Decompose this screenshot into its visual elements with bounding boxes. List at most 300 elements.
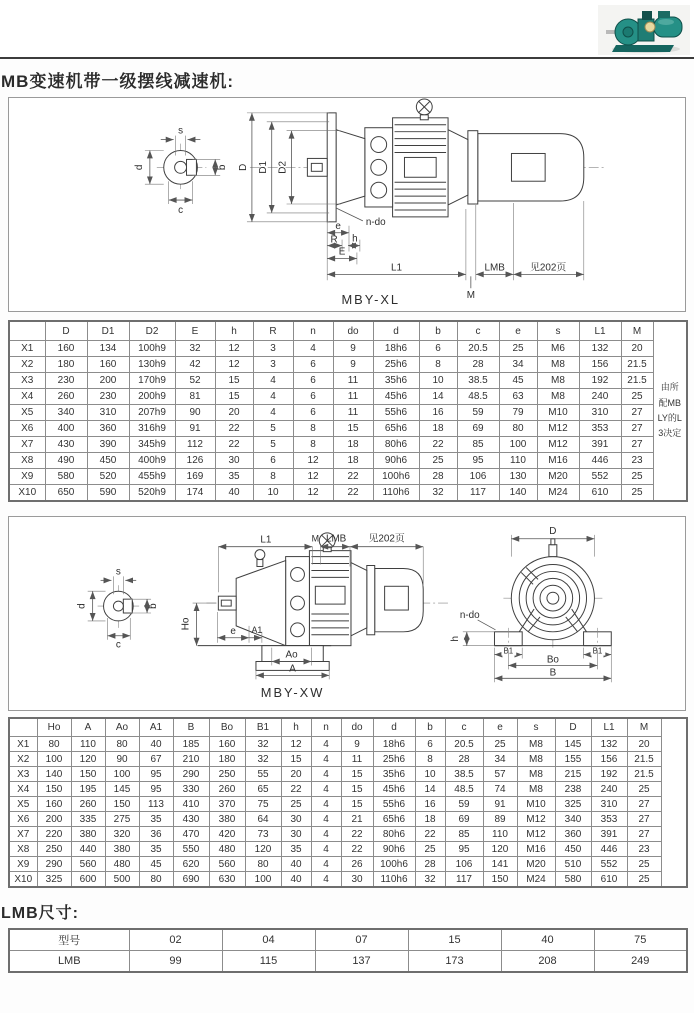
cell: 3 (253, 341, 293, 357)
cell: 340 (45, 405, 87, 421)
cell: 120 (483, 842, 517, 857)
col-header: Ao (105, 718, 139, 737)
dim-label-d: d (133, 164, 145, 171)
cell: 120 (245, 842, 281, 857)
cell: 391 (579, 437, 621, 453)
cell: 35 (139, 842, 173, 857)
dim-label-L1: L1 (260, 534, 272, 546)
cell: 35h6 (373, 767, 415, 782)
cell: 200 (37, 812, 71, 827)
cell: 4 (311, 857, 341, 872)
cell: 160 (37, 797, 71, 812)
cell: 550 (173, 842, 209, 857)
row-label: X6 (9, 421, 45, 437)
cell: 15 (408, 929, 501, 951)
cell: 335 (71, 812, 105, 827)
cell: 25h6 (373, 357, 419, 373)
cell: 25 (621, 469, 653, 485)
cell: 410 (173, 797, 209, 812)
cell: 23 (627, 842, 661, 857)
cell: 95 (445, 842, 483, 857)
cell: 25 (621, 389, 653, 405)
row-label: X4 (9, 782, 37, 797)
col-header (9, 321, 45, 341)
cell: M24 (537, 485, 579, 502)
header-row (9, 718, 687, 737)
cell: 36 (139, 827, 173, 842)
cell: 99 (129, 951, 222, 973)
dim-label-D2: D2 (277, 161, 289, 174)
cell: 200h9 (129, 389, 175, 405)
cell: 45 (499, 373, 537, 389)
cell: 91 (175, 421, 215, 437)
cell: 16 (415, 797, 445, 812)
cell: 79 (499, 405, 537, 421)
row-label: X2 (9, 357, 45, 373)
dim-label-LMB: LMB (484, 262, 505, 274)
cell: 25 (499, 341, 537, 357)
cell: 330 (173, 782, 209, 797)
cell: 27 (621, 437, 653, 453)
cell: M6 (537, 341, 579, 357)
cell: 20 (281, 767, 311, 782)
row-label: 型号 (9, 929, 129, 951)
cell: 160 (87, 357, 129, 373)
cell: 310 (579, 405, 621, 421)
cell: 200 (87, 373, 129, 389)
cell: 610 (591, 872, 627, 888)
cell: 353 (579, 421, 621, 437)
cell: 552 (579, 469, 621, 485)
cell: 25 (419, 453, 457, 469)
row-label: X7 (9, 827, 37, 842)
cell: 55h6 (373, 405, 419, 421)
cell: 4 (311, 812, 341, 827)
lmb-heading: LMB尺寸: (1, 905, 79, 922)
assembly-view (250, 99, 607, 222)
shaft-section-view (134, 126, 228, 216)
cell: 27 (621, 421, 653, 437)
cell: 446 (579, 453, 621, 469)
row-label: X5 (9, 405, 45, 421)
diagram-mby-xw (8, 516, 686, 711)
cell: 15 (281, 752, 311, 767)
cell: 316h9 (129, 421, 175, 437)
cell: 85 (457, 437, 499, 453)
col-header: Ho (37, 718, 71, 737)
cell: 80 (499, 421, 537, 437)
cell: M12 (537, 437, 579, 453)
cell: 55 (245, 767, 281, 782)
cell: 21.5 (621, 373, 653, 389)
cell: 91 (483, 797, 517, 812)
cell: 65h6 (373, 421, 419, 437)
cell: M20 (517, 857, 555, 872)
col-header: E (175, 321, 215, 341)
dim-label-e: e (335, 220, 341, 232)
cell: 22 (215, 421, 253, 437)
cell: 6 (253, 453, 293, 469)
cell: 380 (71, 827, 105, 842)
cell: 32 (419, 485, 457, 502)
cell: 20 (627, 737, 661, 752)
cell: 400h9 (129, 453, 175, 469)
cell: 15 (215, 389, 253, 405)
cell: 35 (281, 842, 311, 857)
cell: 110 (71, 737, 105, 752)
cell: 22 (281, 782, 311, 797)
cell: 32 (175, 341, 215, 357)
cell: 3 (253, 357, 293, 373)
side-view (198, 533, 448, 671)
cell: 26 (341, 857, 373, 872)
header-row (9, 321, 687, 341)
cell: 192 (591, 767, 627, 782)
cell: 391 (591, 827, 627, 842)
dim-label-b: b (217, 164, 229, 171)
cell: 117 (457, 485, 499, 502)
cell: 215 (555, 767, 591, 782)
cell: 35h6 (373, 373, 419, 389)
row-label: X6 (9, 812, 37, 827)
cell: 150 (105, 797, 139, 812)
row-label: X1 (9, 341, 45, 357)
dim-label-n-do: n-do (365, 216, 386, 228)
cell: 145 (555, 737, 591, 752)
cell: M12 (517, 827, 555, 842)
cell: 69 (457, 421, 499, 437)
cell: 73 (245, 827, 281, 842)
cell: 25 (627, 782, 661, 797)
cell: 48.5 (445, 782, 483, 797)
cell: 4 (311, 752, 341, 767)
cell: 35 (215, 469, 253, 485)
col-header: M (621, 321, 653, 341)
cell: 160 (45, 341, 87, 357)
cell: 4 (311, 797, 341, 812)
cell: 260 (45, 389, 87, 405)
diagram-caption: MBY-XL (341, 292, 401, 308)
cell: 500 (105, 872, 139, 888)
cell: 192 (579, 373, 621, 389)
cell: M16 (517, 842, 555, 857)
row-label: X10 (9, 485, 45, 502)
cell: 18h6 (373, 737, 415, 752)
dim-label-A: A (289, 663, 296, 675)
col-header: b (415, 718, 445, 737)
cell: 18 (415, 812, 445, 827)
dim-label-Ho: Ho (180, 617, 192, 631)
dim-label-B: B (549, 667, 557, 679)
cell: M8 (537, 389, 579, 405)
cell: 02 (129, 929, 222, 951)
cell: 30 (281, 827, 311, 842)
cell: 100 (245, 872, 281, 888)
shaft-section-view (77, 566, 159, 650)
cell: 12 (293, 453, 333, 469)
cell: 9 (341, 737, 373, 752)
col-header: e (499, 321, 537, 341)
table-row (9, 767, 687, 782)
cell: 27 (627, 827, 661, 842)
cell: 45h6 (373, 389, 419, 405)
cell: 110h6 (373, 485, 419, 502)
cell: M8 (537, 373, 579, 389)
cell: 10 (419, 373, 457, 389)
cell: 4 (293, 341, 333, 357)
col-header: h (215, 321, 253, 341)
cell: 380 (209, 812, 245, 827)
cell: 57 (483, 767, 517, 782)
cell: 8 (293, 437, 333, 453)
col-header: s (517, 718, 555, 737)
cell: 18h6 (373, 341, 419, 357)
cell: 04 (222, 929, 315, 951)
cell: 4 (311, 842, 341, 857)
cell: 430 (45, 437, 87, 453)
cell: 126 (175, 453, 215, 469)
cell: 27 (627, 812, 661, 827)
cell: 59 (457, 405, 499, 421)
cell: 4 (311, 767, 341, 782)
table-note: 由所配MBLY的L3决定 (653, 321, 687, 501)
cell: 6 (293, 357, 333, 373)
cell: 90h6 (373, 453, 419, 469)
cell: 5 (253, 421, 293, 437)
dim-label-E: E (338, 246, 346, 258)
cell: 80 (139, 872, 173, 888)
cell: 28 (419, 469, 457, 485)
cell: 600 (71, 872, 105, 888)
cell: 353 (591, 812, 627, 827)
cell: 6 (419, 341, 457, 357)
dim-label-M: M (311, 533, 320, 544)
cell: 15 (341, 767, 373, 782)
table-row (9, 341, 687, 357)
cell: 174 (175, 485, 215, 502)
cell: 208 (501, 951, 594, 973)
cell: 155 (555, 752, 591, 767)
cell: 64 (245, 812, 281, 827)
row-label: X1 (9, 737, 37, 752)
cell: 95 (139, 767, 173, 782)
cell: 580 (555, 872, 591, 888)
cell: 100 (37, 752, 71, 767)
cell: 4 (253, 405, 293, 421)
cell: 150 (37, 782, 71, 797)
cell: 52 (175, 373, 215, 389)
cell: 74 (483, 782, 517, 797)
cell: 220 (37, 827, 71, 842)
cell: 28 (457, 357, 499, 373)
cell: 95 (457, 453, 499, 469)
table-row (9, 469, 687, 485)
col-header: h (281, 718, 311, 737)
cell: 650 (45, 485, 87, 502)
table-row (9, 842, 687, 857)
cell: 180 (209, 752, 245, 767)
col-header: B (173, 718, 209, 737)
cell: 63 (499, 389, 537, 405)
cell: 14 (419, 389, 457, 405)
row-label: X10 (9, 872, 37, 888)
cell: 117 (445, 872, 483, 888)
row-label: X9 (9, 469, 45, 485)
cell: M12 (517, 812, 555, 827)
cell: 275 (105, 812, 139, 827)
cell: 360 (555, 827, 591, 842)
cell: 150 (71, 767, 105, 782)
cell: 80 (245, 857, 281, 872)
cell: 25 (483, 737, 517, 752)
cell: M10 (537, 405, 579, 421)
col-header: D1 (87, 321, 129, 341)
cell: 480 (209, 842, 245, 857)
cell: 42 (175, 357, 215, 373)
lmb-model-row (9, 929, 687, 951)
cell: 450 (87, 453, 129, 469)
col-header: A1 (139, 718, 173, 737)
dim-label-B1-left: B1 (503, 646, 514, 656)
cell: 137 (315, 951, 408, 973)
cell: 480 (105, 857, 139, 872)
col-header: D (45, 321, 87, 341)
cell: 11 (333, 373, 373, 389)
lmb-value-row (9, 951, 687, 973)
cell: 113 (139, 797, 173, 812)
cell: 110 (499, 453, 537, 469)
cell: 240 (591, 782, 627, 797)
row-label: X3 (9, 373, 45, 389)
cell: 21 (341, 812, 373, 827)
cell: 45 (139, 857, 173, 872)
table-row (9, 797, 687, 812)
cell: 67 (139, 752, 173, 767)
cell: 450 (555, 842, 591, 857)
cell: 22 (215, 437, 253, 453)
cell: M8 (517, 737, 555, 752)
cell: 12 (215, 357, 253, 373)
page-title: MB变速机带一级摆线减速机: (1, 72, 235, 91)
cell: 390 (87, 437, 129, 453)
cell: 6 (293, 373, 333, 389)
cell: 132 (591, 737, 627, 752)
cell: 110 (483, 827, 517, 842)
cell: 9 (333, 357, 373, 373)
row-label: LMB (9, 951, 129, 973)
cell: 120 (71, 752, 105, 767)
cell: 160 (209, 737, 245, 752)
mby-xw-table (8, 717, 688, 888)
row-label: X2 (9, 752, 37, 767)
cell: M20 (537, 469, 579, 485)
col-header: D2 (129, 321, 175, 341)
cell: 45h6 (373, 782, 415, 797)
cell: 80 (105, 737, 139, 752)
table-row (9, 485, 687, 502)
cell: 130h9 (129, 357, 175, 373)
col-header: d (373, 718, 415, 737)
cell: 520h9 (129, 485, 175, 502)
cell: 32 (245, 737, 281, 752)
table-row (9, 857, 687, 872)
col-header: d (373, 321, 419, 341)
cell: 30 (215, 453, 253, 469)
cell: 34 (483, 752, 517, 767)
cell: 156 (591, 752, 627, 767)
cell: 195 (71, 782, 105, 797)
cell: M10 (517, 797, 555, 812)
cell: 630 (209, 872, 245, 888)
cell: 21.5 (627, 752, 661, 767)
col-header: R (253, 321, 293, 341)
dim-label-b: b (147, 603, 159, 609)
cell: 112 (175, 437, 215, 453)
cell: 81 (175, 389, 215, 405)
dim-label-D: D (237, 163, 249, 171)
cell: 30 (341, 872, 373, 888)
diagram-caption: MBY-XW (260, 685, 325, 701)
cell: 18 (333, 453, 373, 469)
table-row (9, 373, 687, 389)
cell: 210 (173, 752, 209, 767)
col-header: A (71, 718, 105, 737)
cell: 15 (341, 782, 373, 797)
cell: 130 (499, 469, 537, 485)
cell: M8 (517, 752, 555, 767)
cell: 115 (222, 951, 315, 973)
dim-label-c: c (115, 639, 121, 651)
cell: 100h6 (373, 857, 415, 872)
cell: 12 (281, 737, 311, 752)
cell: 110h6 (373, 872, 415, 888)
cell: M12 (537, 421, 579, 437)
cell: 6 (415, 737, 445, 752)
cell: 106 (445, 857, 483, 872)
lmb-table (8, 928, 688, 973)
cell: 4 (311, 782, 341, 797)
cell: 380 (105, 842, 139, 857)
cell: 27 (627, 797, 661, 812)
table-row (9, 737, 687, 752)
cell: 8 (253, 469, 293, 485)
cell: 27 (621, 405, 653, 421)
dim-label-n-do: n-do (459, 609, 480, 621)
cell: M8 (517, 767, 555, 782)
cell: 400 (45, 421, 87, 437)
cell: 140 (499, 485, 537, 502)
cell: 40 (501, 929, 594, 951)
table-row (9, 357, 687, 373)
cell: 520 (87, 469, 129, 485)
cell: 25 (621, 485, 653, 502)
col-header: do (341, 718, 373, 737)
table-row (9, 827, 687, 842)
cell: 185 (173, 737, 209, 752)
cell: 22 (419, 437, 457, 453)
cell: 290 (173, 767, 209, 782)
cell: 12 (215, 341, 253, 357)
col-header: do (333, 321, 373, 341)
cell: 100h9 (129, 341, 175, 357)
cell: 490 (45, 453, 87, 469)
table-row (9, 437, 687, 453)
cell: 15 (215, 373, 253, 389)
cell: 6 (293, 405, 333, 421)
col-header: L1 (591, 718, 627, 737)
cell: 21.5 (621, 357, 653, 373)
cell: 65h6 (373, 812, 415, 827)
